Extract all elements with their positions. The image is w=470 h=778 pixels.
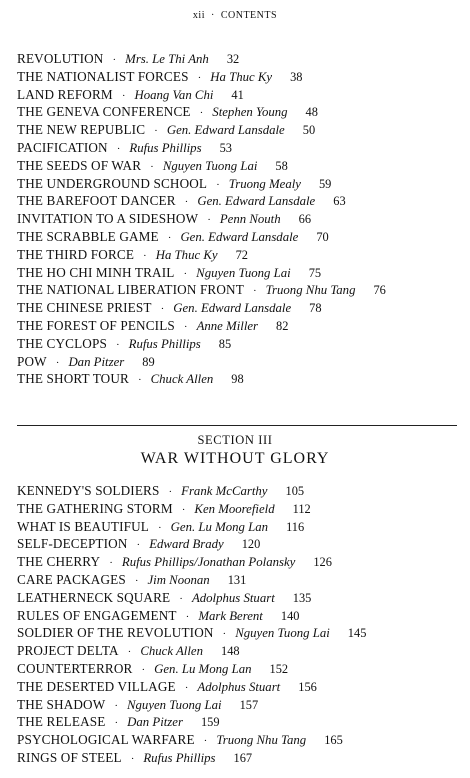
- entry-page-number: 75: [308, 265, 322, 280]
- entry-page-number: 159: [200, 715, 220, 730]
- entry-page-number: 32: [226, 52, 240, 66]
- entry-separator-dot: ·: [137, 374, 142, 387]
- entry-title: THE GENEVA CONFERENCE: [17, 104, 191, 120]
- entry-page-number: 63: [333, 194, 346, 209]
- entry-title: WHAT IS BEAUTIFUL: [17, 518, 149, 534]
- toc-entry: [17, 335, 462, 353]
- entry-separator-dot: ·: [109, 557, 113, 570]
- toc-entry: [17, 139, 462, 157]
- entry-page-number: 116: [286, 519, 305, 534]
- entry-separator-dot: ·: [134, 574, 139, 587]
- entry-author: Rufus Phillips: [143, 750, 216, 765]
- entry-author: Nguyen Tuong Lai: [196, 265, 291, 280]
- toc-entry: [17, 68, 462, 86]
- entry-separator-dot: ·: [179, 592, 183, 605]
- entry-separator-dot: ·: [130, 752, 135, 765]
- entry-separator-dot: ·: [222, 628, 227, 641]
- entry-title: THE SCRABBLE GAME: [17, 228, 159, 244]
- toc-entry: [17, 192, 462, 210]
- entry-title: REVOLUTION: [17, 51, 104, 66]
- entry-page-number: 70: [316, 229, 329, 244]
- entry-separator-dot: ·: [167, 231, 172, 244]
- entry-page-number: 120: [241, 537, 261, 552]
- toc-entry: [17, 121, 462, 139]
- entry-title: THE RELEASE: [17, 714, 106, 730]
- toc-entry: [17, 696, 462, 714]
- entry-title: THE CYCLOPS: [17, 335, 107, 351]
- entry-separator-dot: ·: [55, 356, 60, 369]
- entry-separator-dot: ·: [116, 142, 121, 155]
- entry-separator-dot: ·: [203, 735, 208, 748]
- toc-entry: [17, 246, 462, 264]
- entry-title: THE SEEDS OF WAR: [17, 157, 142, 173]
- entry-title: THE NATIONALIST FORCES: [17, 68, 189, 84]
- entry-page-number: 78: [309, 301, 322, 316]
- toc-entry: [17, 353, 462, 371]
- entry-separator-dot: ·: [184, 196, 189, 209]
- entry-author: Gen. Lu Mong Lan: [154, 661, 252, 676]
- header-separator: ·: [210, 10, 215, 21]
- toc-entry: [17, 500, 462, 518]
- toc-entry: [17, 589, 462, 607]
- toc-entry: [17, 553, 462, 571]
- entry-title: INVITATION TO A SIDESHOW: [17, 211, 199, 227]
- entry-author: Penn Nouth: [219, 212, 281, 227]
- entry-author: Edward Brady: [149, 537, 224, 552]
- toc-entry: [17, 299, 462, 317]
- entry-page-number: 148: [221, 644, 240, 659]
- entry-author: Adolphus Stuart: [197, 679, 281, 694]
- header-page-number: xii: [192, 10, 205, 21]
- entry-page-number: 72: [235, 247, 248, 262]
- entry-title: THE THIRD FORCE: [17, 246, 135, 262]
- entry-separator-dot: ·: [127, 646, 132, 659]
- toc-entry: [17, 317, 462, 335]
- toc-entry: [17, 624, 462, 642]
- entry-separator-dot: ·: [114, 699, 118, 712]
- entry-author: Dan Pitzer: [68, 354, 125, 369]
- entry-title: THE CHERRY: [17, 554, 101, 570]
- entry-author: Truong Mealy: [228, 176, 301, 191]
- entry-author: Ha Thuc Ky: [155, 247, 218, 262]
- toc-entry: [17, 749, 462, 767]
- entry-page-number: 135: [292, 590, 312, 605]
- entry-page-number: 98: [231, 372, 244, 387]
- entry-author: Truong Nhu Tang: [216, 733, 307, 748]
- entry-title: THE UNDERGROUND SCHOOL: [17, 175, 208, 191]
- entry-separator-dot: ·: [112, 54, 117, 66]
- entry-title: THE NEW REPUBLIC: [17, 122, 146, 138]
- toc-entry: [17, 103, 462, 121]
- entry-separator-dot: ·: [207, 214, 211, 227]
- entry-author: Stephen Young: [212, 105, 288, 120]
- entry-page-number: 112: [292, 501, 311, 516]
- entry-separator-dot: ·: [216, 178, 220, 191]
- toc-entry: [17, 731, 462, 749]
- toc-entry: [17, 210, 462, 228]
- entry-title: PSYCHOLOGICAL WARFARE: [17, 732, 195, 748]
- toc-entry: [17, 175, 462, 193]
- entry-separator-dot: ·: [160, 303, 165, 316]
- entry-author: Gen. Edward Lansdale: [166, 123, 285, 138]
- toc-entry: [17, 660, 462, 678]
- entry-title: THE DESERTED VILLAGE: [17, 678, 176, 694]
- entry-title: LEATHERNECK SQUARE: [17, 589, 171, 605]
- entry-author: Jim Noonan: [147, 572, 210, 587]
- entry-page-number: 85: [218, 336, 232, 351]
- entry-title: COUNTERTERROR: [17, 660, 133, 676]
- entry-author: Gen. Edward Lansdale: [197, 194, 316, 209]
- entry-page-number: 156: [298, 679, 317, 694]
- entry-page-number: 126: [313, 555, 332, 570]
- entry-separator-dot: ·: [197, 71, 202, 84]
- entry-page-number: 89: [142, 354, 155, 369]
- entry-title: THE NATIONAL LIBERATION FRONT: [17, 282, 244, 298]
- entry-separator-dot: ·: [141, 663, 146, 676]
- toc-list-section-three: [17, 482, 462, 767]
- entry-page-number: 157: [239, 697, 259, 712]
- entry-page-number: 145: [347, 626, 367, 641]
- entry-author: Ha Thuc Ky: [210, 69, 273, 84]
- entry-author: Dan Pitzer: [127, 715, 183, 730]
- section-title: WAR WITHOUT GLORY: [140, 450, 330, 467]
- entry-page-number: 38: [290, 69, 303, 84]
- entry-title: SELF-DECEPTION: [17, 536, 128, 552]
- entry-separator-dot: ·: [157, 521, 162, 534]
- entry-author: Truong Nhu Tang: [265, 283, 356, 298]
- entry-title: THE BAREFOOT DANCER: [17, 193, 176, 209]
- entry-title: PROJECT DELTA: [17, 643, 119, 659]
- entry-author: Nguyen Tuong Lai: [235, 626, 330, 641]
- entry-separator-dot: ·: [199, 107, 204, 120]
- entry-separator-dot: ·: [181, 503, 186, 516]
- entry-author: Frank McCarthy: [181, 484, 268, 498]
- toc-entry: [17, 264, 462, 282]
- entry-page-number: 53: [219, 140, 232, 155]
- entry-author: Chuck Allen: [140, 644, 203, 659]
- entry-page-number: 59: [318, 176, 332, 191]
- entry-separator-dot: ·: [183, 267, 188, 280]
- entry-separator-dot: ·: [143, 249, 147, 262]
- toc-entry: [17, 571, 462, 589]
- toc-entry: [17, 86, 462, 104]
- entry-page-number: 165: [324, 733, 343, 748]
- entry-title: POW: [17, 353, 47, 369]
- entry-author: Mark Berent: [198, 608, 263, 623]
- toc-entry: [17, 642, 462, 660]
- entry-author: Ken Moorefield: [194, 501, 275, 516]
- entry-separator-dot: ·: [154, 125, 158, 138]
- entry-author: Rufus Phillips/Jonathan Polansky: [121, 555, 296, 570]
- toc-entry: [17, 607, 462, 625]
- entry-author: Hoang Van Chi: [134, 87, 214, 102]
- entry-author: Chuck Allen: [150, 372, 214, 387]
- entry-separator-dot: ·: [184, 681, 189, 694]
- entry-separator-dot: ·: [115, 338, 120, 351]
- entry-page-number: 66: [298, 212, 312, 227]
- toc-entry: [17, 535, 462, 553]
- entry-title: LAND REFORM: [17, 86, 113, 102]
- entry-page-number: 50: [302, 123, 316, 138]
- entry-separator-dot: ·: [136, 539, 141, 552]
- entry-separator-dot: ·: [168, 486, 173, 498]
- entry-author: Gen. Edward Lansdale: [180, 229, 299, 244]
- entry-page-number: 140: [280, 608, 300, 623]
- toc-entry: [17, 713, 462, 731]
- toc-list-section-two-continued: [17, 50, 462, 388]
- entry-title: KENNEDY'S SOLDIERS: [17, 483, 160, 498]
- entry-title: RINGS OF STEEL: [17, 749, 122, 765]
- toc-entry: [17, 370, 462, 388]
- entry-page-number: 152: [269, 661, 289, 676]
- entry-title: THE SHADOW: [17, 696, 106, 712]
- entry-title: CARE PACKAGES: [17, 571, 126, 587]
- entry-author: Gen. Edward Lansdale: [173, 301, 292, 316]
- section-label: SECTION III: [197, 433, 273, 447]
- entry-author: Nguyen Tuong Lai: [126, 697, 222, 712]
- entry-title: SOLDIER OF THE REVOLUTION: [17, 625, 214, 641]
- entry-title: THE FOREST OF PENCILS: [17, 317, 175, 333]
- entry-separator-dot: ·: [185, 610, 190, 623]
- entry-title: THE CHINESE PRIEST: [17, 300, 152, 316]
- entry-page-number: 58: [275, 158, 288, 173]
- entry-author: Rufus Phillips: [128, 336, 201, 351]
- toc-entry: [17, 228, 462, 246]
- entry-title: THE HO CHI MINH TRAIL: [17, 264, 175, 280]
- toc-entry: [17, 281, 462, 299]
- entry-title: THE SHORT TOUR: [17, 371, 129, 387]
- entry-page-number: 105: [285, 484, 305, 498]
- entry-title: RULES OF ENGAGEMENT: [17, 607, 177, 623]
- running-header: [0, 10, 470, 21]
- entry-title: PACIFICATION: [17, 139, 108, 155]
- entry-separator-dot: ·: [183, 320, 188, 333]
- entry-author: Mrs. Le Thi Anh: [125, 52, 209, 66]
- entry-separator-dot: ·: [121, 89, 126, 102]
- entry-author: Nguyen Tuong Lai: [162, 158, 258, 173]
- entry-author: Gen. Lu Mong Lan: [170, 519, 269, 534]
- entry-author: Adolphus Stuart: [191, 590, 275, 605]
- entry-page-number: 76: [373, 283, 386, 298]
- entry-page-number: 82: [276, 318, 289, 333]
- entry-separator-dot: ·: [252, 285, 257, 298]
- toc-entry: [17, 678, 462, 696]
- entry-author: Anne Miller: [196, 318, 259, 333]
- entry-author: Rufus Phillips: [129, 140, 202, 155]
- header-label: CONTENTS: [220, 10, 278, 21]
- entry-page-number: 131: [227, 572, 247, 587]
- entry-page-number: 41: [231, 87, 244, 102]
- toc-entry: [17, 50, 462, 68]
- section-divider-rule: [17, 425, 457, 426]
- toc-entry: [17, 157, 462, 175]
- entry-title: THE GATHERING STORM: [17, 500, 173, 516]
- toc-entry: [17, 518, 462, 536]
- entry-page-number: 48: [305, 105, 318, 120]
- toc-entry: [17, 482, 462, 500]
- entry-separator-dot: ·: [114, 717, 119, 730]
- entry-separator-dot: ·: [150, 160, 154, 173]
- entry-page-number: 167: [233, 750, 253, 765]
